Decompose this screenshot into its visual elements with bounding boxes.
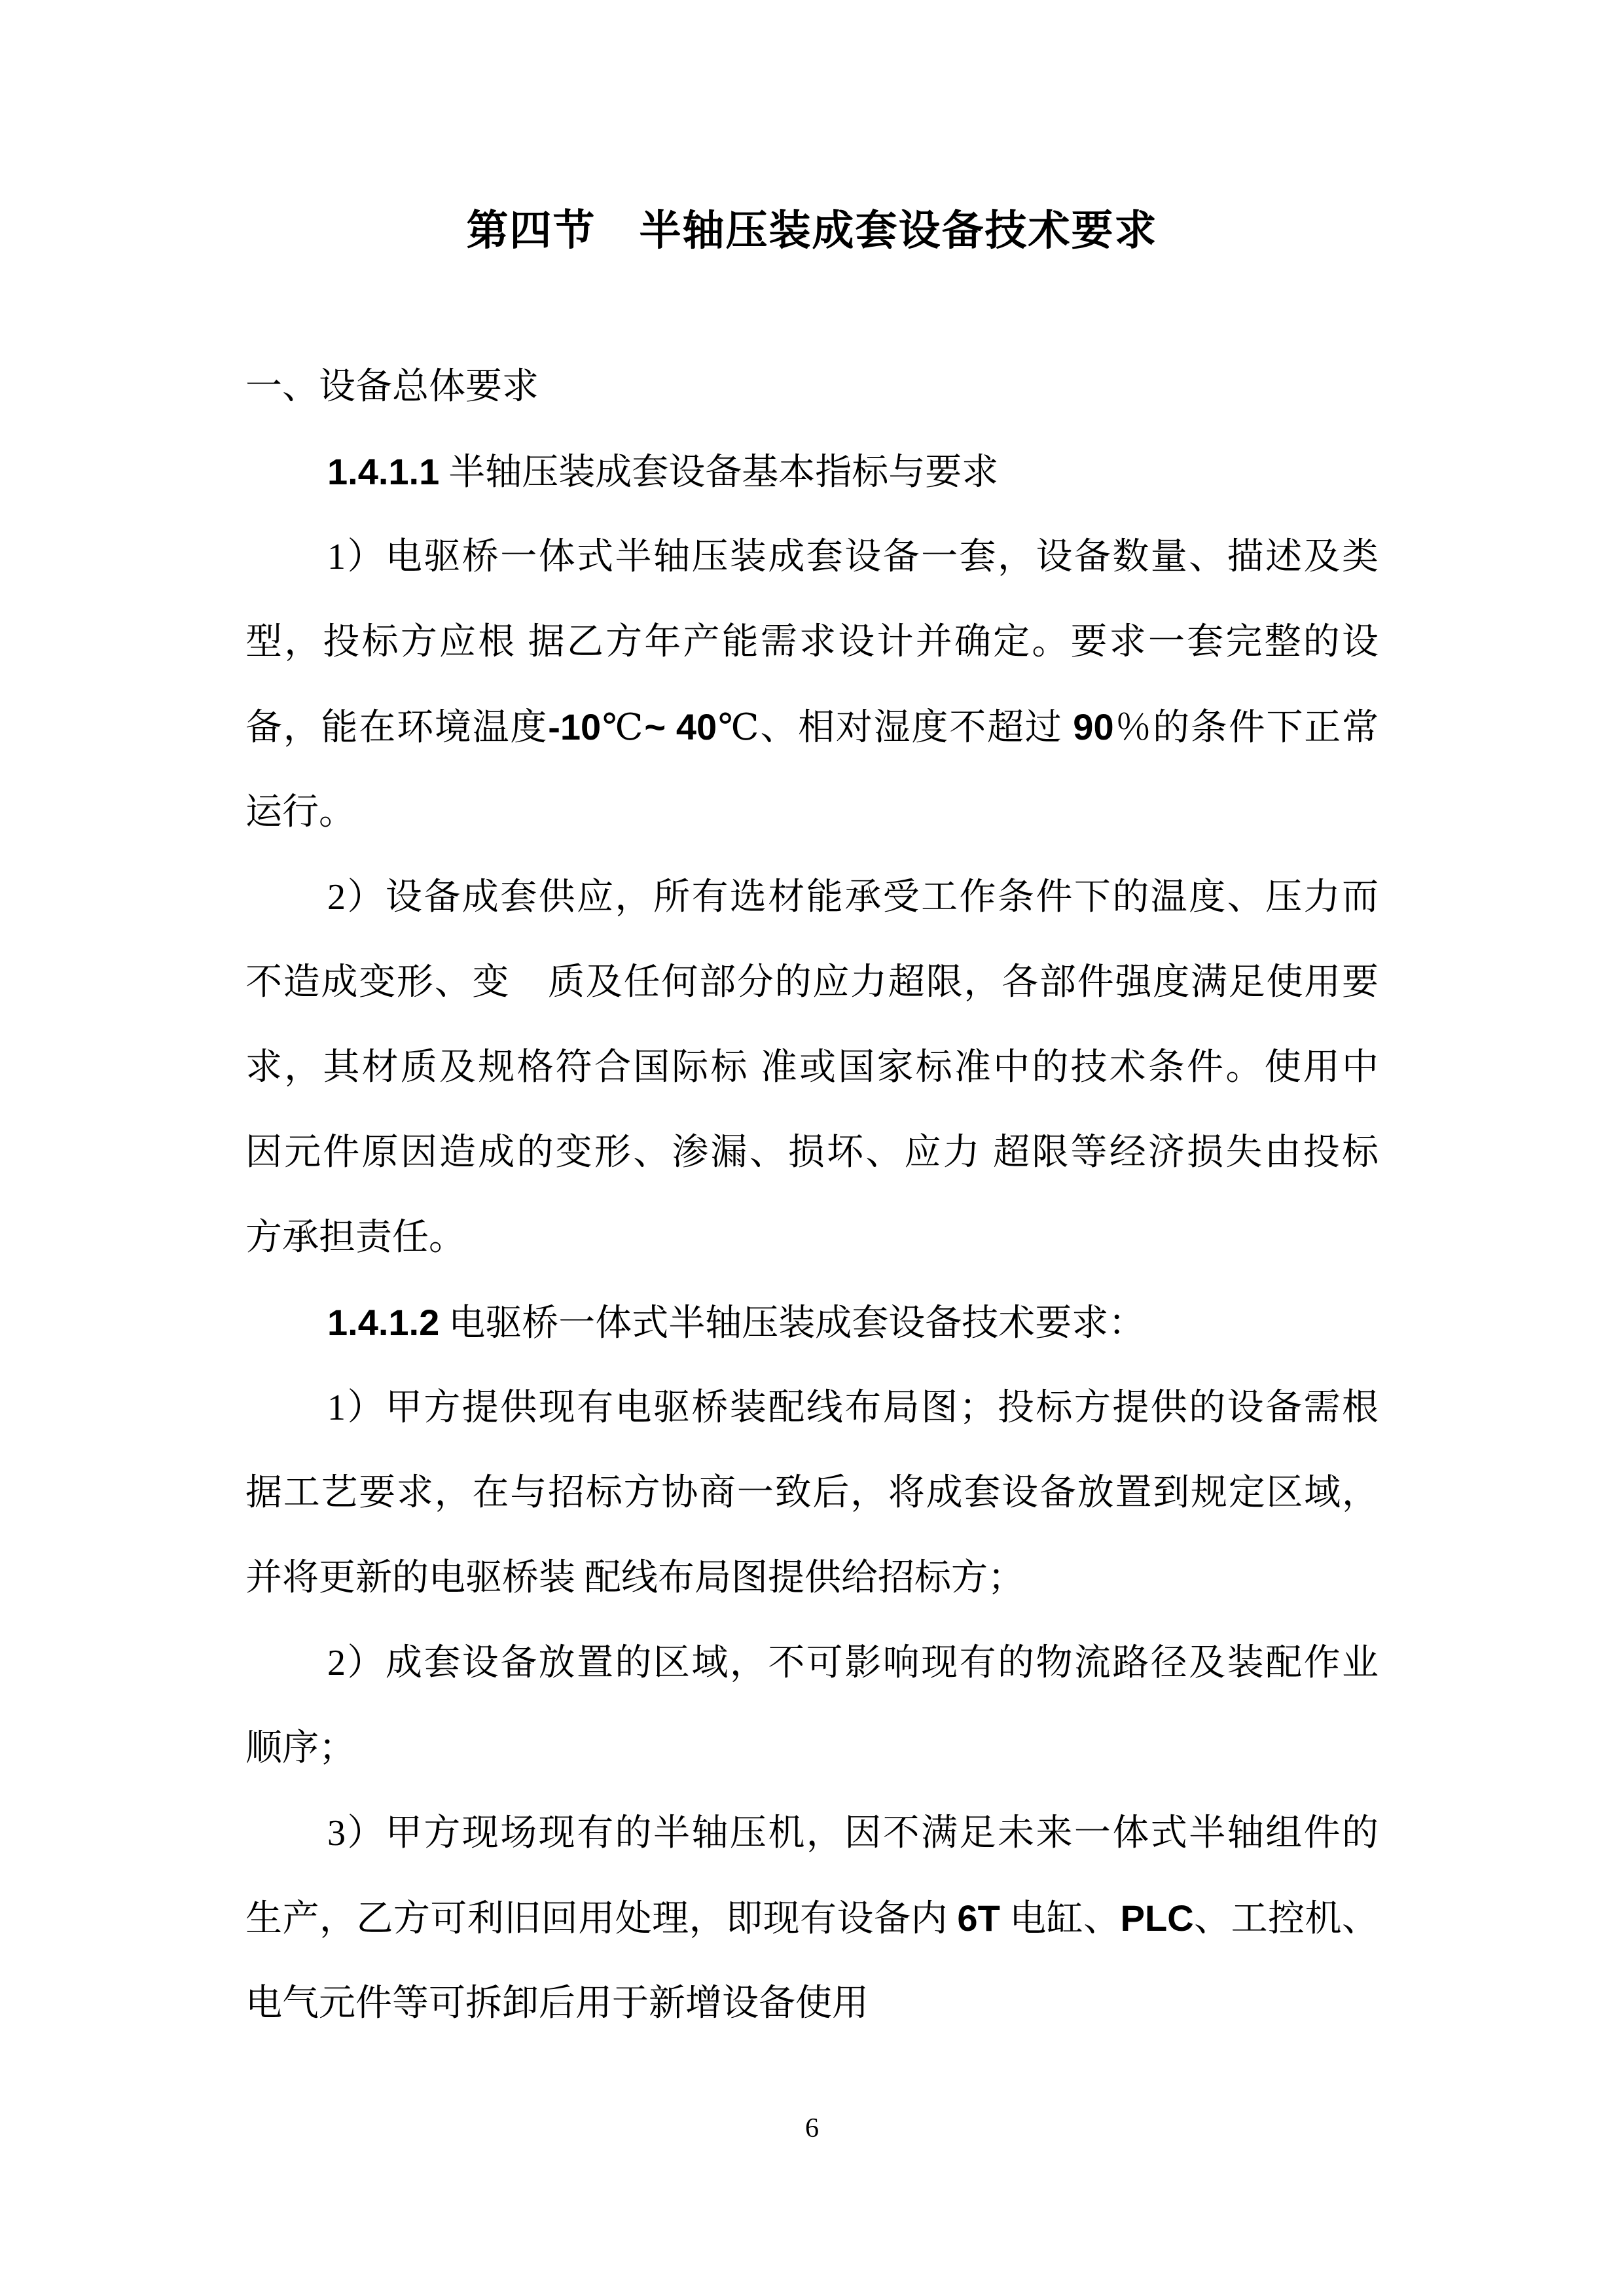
paragraph-line: 1）电驱桥一体式半轴压装成套设备一套，设备数量、描述及类 [327,537,1379,577]
paragraph-line: 求，其材质及规格符合国际标 准或国家标准中的技术条件。使用中 [245,1047,1379,1088]
subsection-heading-1411: 1.4.1.1 半轴压装成套设备基本指标与要求 [327,451,999,493]
paragraph-line: 生产，乙方可利旧回用处理，即现有设备内 6T 电缸、PLC、工控机、 [245,1897,1379,1939]
subsection-heading-1412: 1.4.1.2 电驱桥一体式半轴压装成套设备技术要求： [327,1302,1146,1344]
paragraph-line: 型，投标方应根 据乙方年产能需求设计并确定。要求一套完整的设 [245,622,1379,662]
section-heading: 一、设备总体要求 [245,367,539,407]
paragraph-line: 运行。 [245,792,355,833]
paragraph-line: 1）甲方提供现有电驱桥装配线布局图；投标方提供的设备需根 [327,1388,1379,1428]
page-number: 6 [805,2113,819,2144]
paragraph-line: 顺序； [245,1728,355,1768]
paragraph-line: 备，能在环境温度-10℃~ 40℃、相对湿度不超过 90％的条件下正常 [245,706,1379,748]
paragraph-line: 方承担责任。 [245,1217,465,1258]
page-title: 第四节 半轴压装成套设备技术要求 [466,207,1158,254]
paragraph-line: 电气元件等可拆卸后用于新增设备使用 [245,1983,869,2024]
page-body [245,344,1379,2046]
paragraph-line: 并将更新的电驱桥装 配线布局图提供给招标方； [245,1558,1024,1598]
paragraph-line: 因元件原因造成的变形、渗漏、损坏、应力 超限等经济损失由投标 [245,1132,1379,1173]
paragraph-line: 3）甲方现场现有的半轴压机，因不满足未来一体式半轴组件的 [327,1813,1379,1854]
paragraph-line: 不造成变形、变 质及任何部分的应力超限，各部件强度满足使用要 [245,962,1379,1003]
paragraph-line: 2）设备成套供应，所有选材能承受工作条件下的温度、压力而 [327,877,1379,918]
paragraph-line: 2）成套设备放置的区域，不可影响现有的物流路径及装配作业 [327,1643,1379,1683]
paragraph-line: 据工艺要求，在与招标方协商一致后，将成套设备放置到规定区域， [245,1473,1379,1513]
